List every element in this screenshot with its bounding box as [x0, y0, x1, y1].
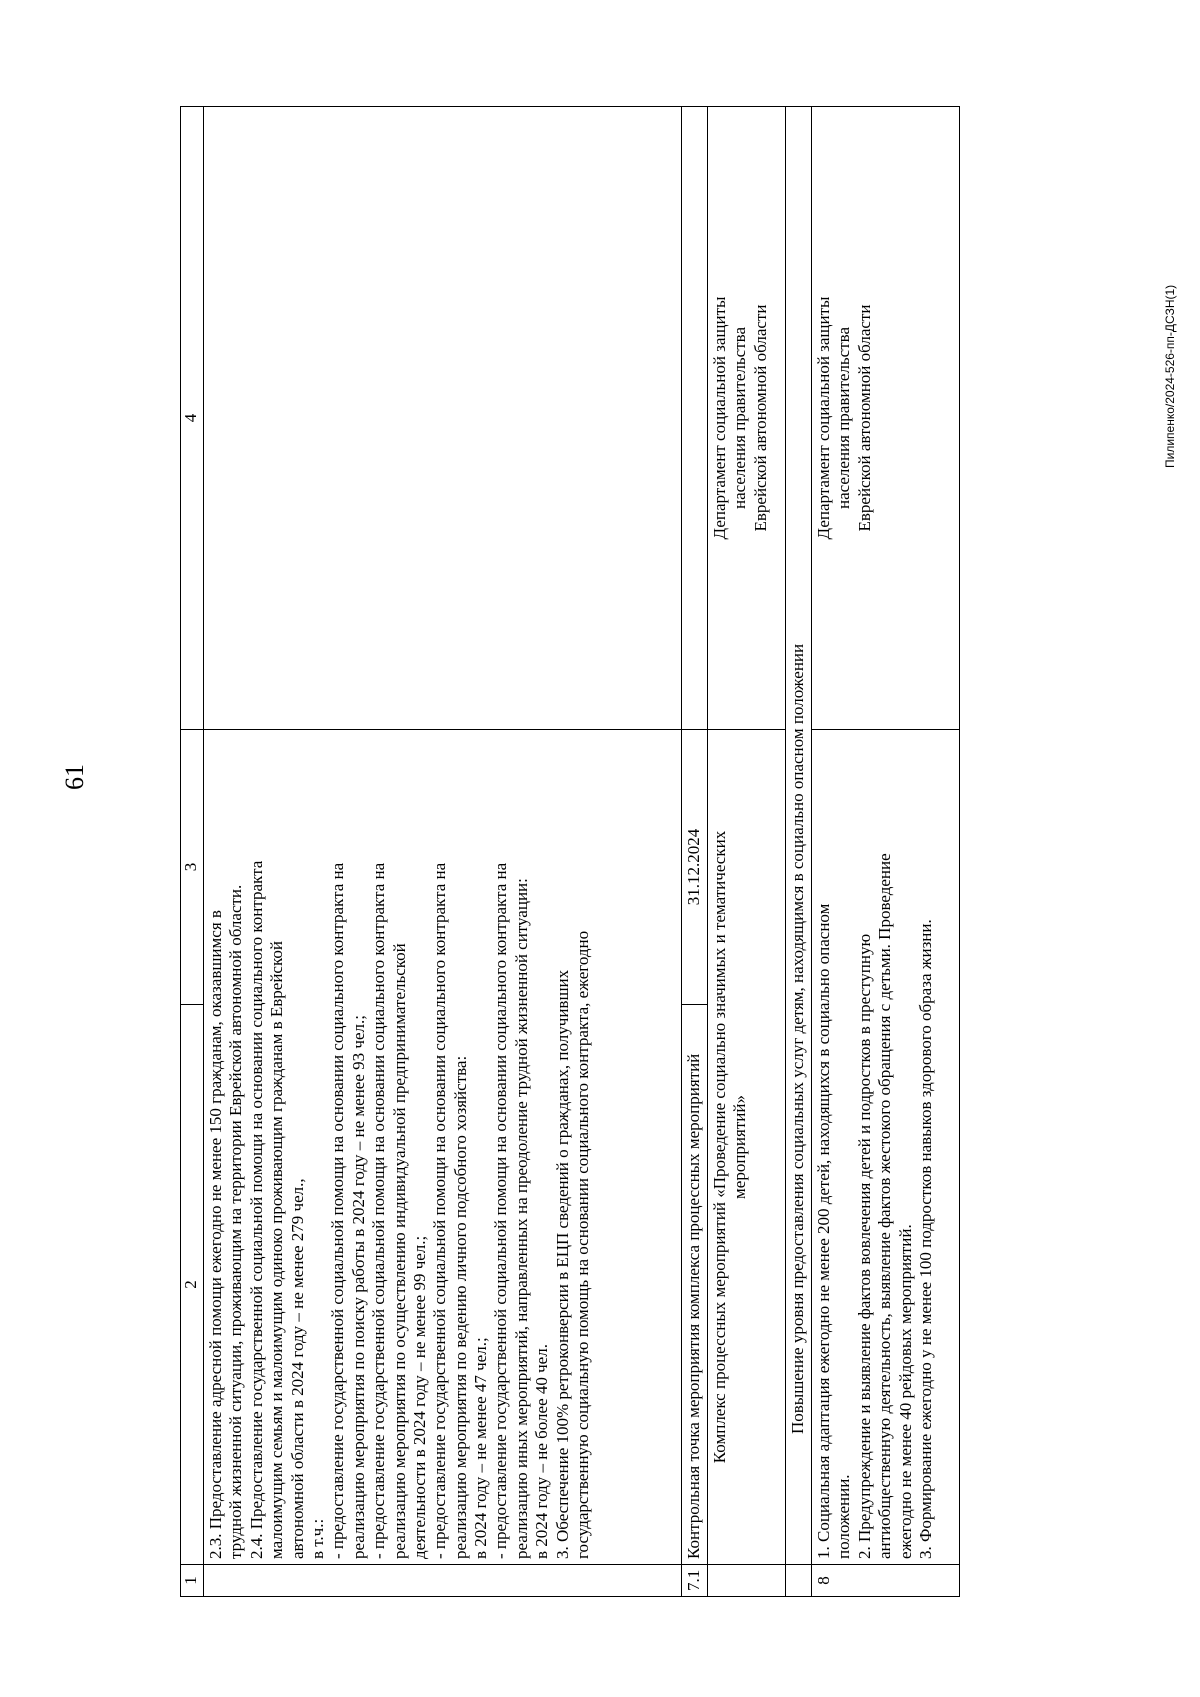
text-line: антиобщественную деятельность, выявление фактов жестокого обращения с детьми. Проведение: [875, 853, 895, 1559]
continued-row: [204, 107, 682, 1597]
task-num-cell: [786, 1565, 812, 1597]
row-7-1-num: 7.1: [682, 1565, 708, 1597]
row-7-1-dept: [682, 107, 708, 730]
text-line: государственную социальную помощь на основании социального контракта, ежегодно: [573, 930, 593, 1559]
header-cell-3: 3: [181, 730, 204, 1005]
row-8: [812, 107, 960, 1597]
continued-num-cell: [204, 1565, 682, 1597]
text-line: 3. Обеспечение 100% ретроконверсии в ЕЦП сведений о гражданах, получивших: [552, 969, 572, 1559]
header-cell-2: 2: [181, 1005, 204, 1565]
row-7-1-text: Контрольная точка мероприятия комплекса процессных мероприятий: [682, 1005, 708, 1565]
task-text-cell: [786, 107, 812, 1565]
complex-dept-cell: [708, 107, 786, 730]
complex-num-cell: [708, 1565, 786, 1597]
complex-title-line: Комплекс процессных мероприятий «Проведение социально значимых и тематических: [710, 830, 729, 1464]
text-line: 3. Формирование ежегодно у не менее 100 подростков навыков здорового образа жизни.: [915, 919, 935, 1559]
dept-line: населения правительства: [834, 326, 854, 510]
text-line: реализацию мероприятия по осуществлению индивидуальной предпринимательской: [389, 943, 409, 1559]
text-line: - предоставление государственной социальной помощи на основании социального контракта на: [369, 862, 389, 1559]
complex-title-cell: [708, 730, 786, 1565]
task-row: [786, 107, 812, 1597]
plan-table: [180, 106, 960, 1597]
text-line: деятельности в 2024 году – не менее 99 чел.;: [409, 1235, 429, 1559]
dept-line: Департамент социальной защиты: [814, 296, 833, 540]
text-line: ежегодно не менее 40 рейдовых мероприятий.: [895, 1224, 915, 1559]
dept-line: населения правительства: [730, 326, 750, 510]
text-line: трудной жизненной ситуации, проживающим на территории Еврейской автономной области.: [226, 884, 246, 1559]
text-line: - предоставление государственной социальной помощи на основании социального контракта на: [430, 862, 450, 1559]
text-line: 2. Предупреждение и выявление фактов вовлечения детей и подростков в преступную: [854, 933, 874, 1559]
header-cell-4: 4: [181, 107, 204, 730]
row-7-1-date: 31.12.2024: [682, 730, 708, 1005]
text-line: реализацию мероприятия по поиску работы в 2024 году – не менее 93 чел.;: [348, 1015, 368, 1559]
text-line: реализацию мероприятия по ведению личного подсобного хозяйства:: [450, 1055, 470, 1559]
row-8-dept-cell: [812, 107, 960, 730]
page-number: 61: [60, 764, 89, 790]
task-text: Повышение уровня предоставления социальных услуг детям, находящимся в социально опасном положении: [788, 643, 807, 1434]
text-line: в 2024 году – не менее 47 чел.;: [471, 1337, 491, 1559]
dept-line: Еврейской автономной области: [854, 304, 874, 532]
continued-text-cell: [204, 730, 682, 1565]
row-8-text-cell: [812, 730, 960, 1565]
text-line: в 2024 году – не более 40 чел.: [532, 1344, 552, 1559]
dept-line: Департамент социальной защиты: [710, 296, 729, 540]
continued-dept-cell: [204, 107, 682, 730]
text-line: в т.ч.:: [307, 1518, 327, 1559]
text-line: положении.: [834, 1474, 854, 1559]
row-8-num: 8: [812, 1565, 960, 1597]
header-cell-1: 1: [181, 1565, 204, 1597]
complex-title-line: мероприятий»: [730, 1095, 750, 1199]
text-line: 1. Социальная адаптация ежегодно не менее 200 детей, находящихся в социально опасном: [814, 903, 833, 1559]
dept-line: Еврейской автономной области: [750, 304, 770, 532]
rotated-table-container: [180, 107, 960, 1597]
text-line: реализацию иных мероприятий, направленных на преодоление трудной жизненной ситуации:: [511, 878, 531, 1559]
text-line: малоимущим семьям и малоимущим одиноко проживающим гражданам в Еврейской: [267, 941, 287, 1559]
row-7-1: [682, 107, 708, 1597]
text-line: 2.3. Предоставление адресной помощи ежегодно не менее 150 гражданам, оказавшимся в: [206, 910, 225, 1559]
text-line: 2.4. Предоставление государственной социальной помощи на основании социального контракта: [246, 860, 266, 1559]
complex-row: [708, 107, 786, 1597]
header-row: [181, 107, 204, 1597]
text-line: - предоставление государственной социальной помощи на основании социального контракта на: [491, 862, 511, 1559]
document-id-footer: Пилипенко/2024-526-пп-ДСЗН(1): [1163, 284, 1177, 468]
text-line: автономной области в 2024 году – не менее 279 чел.,: [287, 1178, 307, 1559]
text-line: - предоставление государственной социальной помощи на основании социального контракта на: [328, 862, 348, 1559]
